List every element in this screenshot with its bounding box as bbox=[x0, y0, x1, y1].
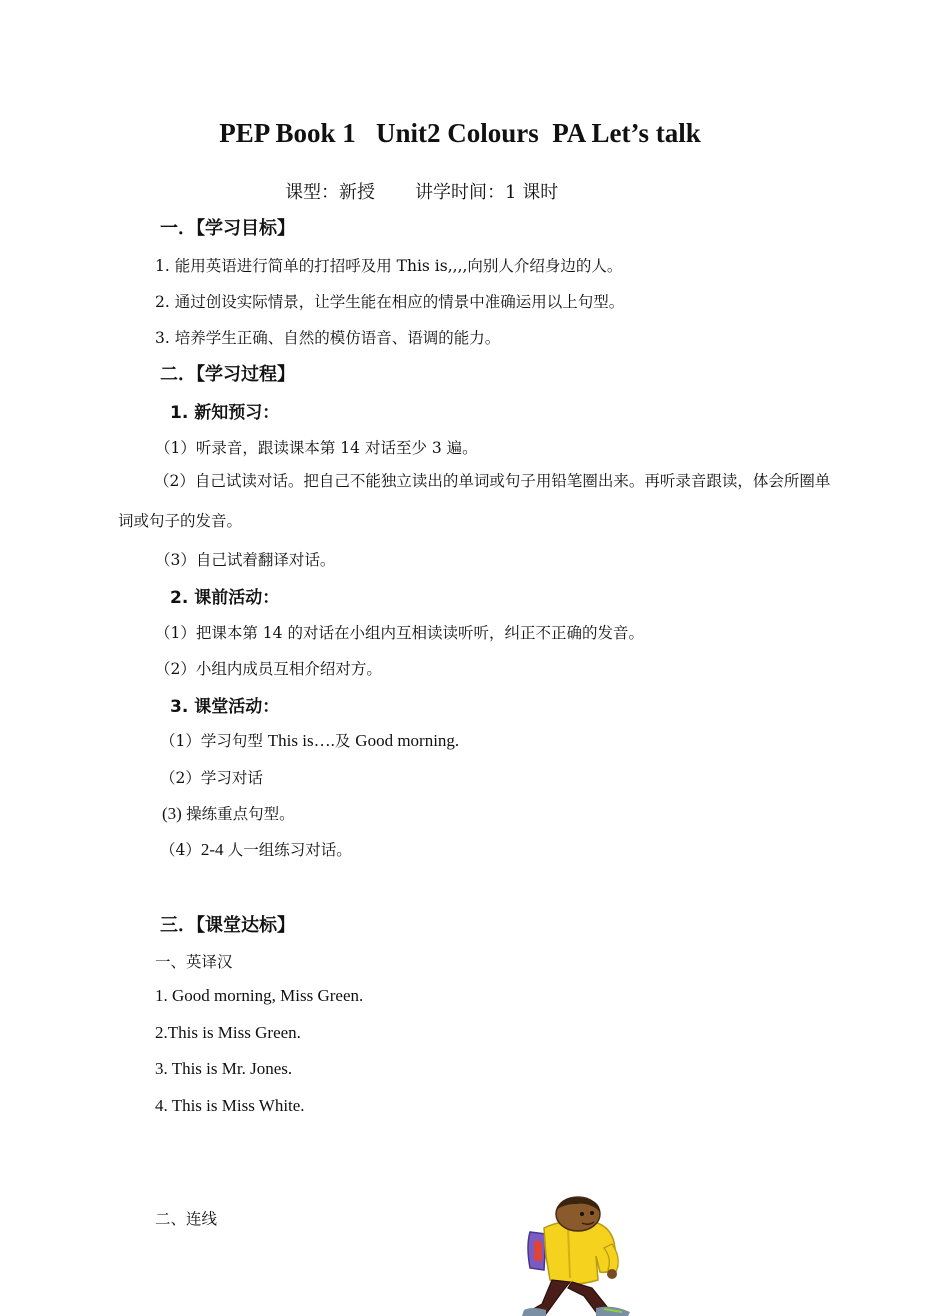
in-class-item-text: 操练重点句型。 bbox=[186, 805, 295, 823]
boy-illustration bbox=[512, 1196, 652, 1316]
section-heading-process: 二．【学习过程】 bbox=[160, 364, 295, 385]
section-heading-goals: 一．【学习目标】 bbox=[160, 218, 295, 239]
preview-item: （3）自己试着翻译对话。 bbox=[155, 551, 336, 569]
goal-item: 2. 通过创设实际情景，让学生能在相应的情景中准确运用以上句型。 bbox=[155, 293, 625, 311]
in-class-item-text: (3) bbox=[162, 804, 187, 823]
preview-item: （1）听录音，跟读课本第 14 对话至少 3 遍。 bbox=[155, 439, 478, 457]
goal-item: 3. 培养学生正确、自然的模仿语音、语调的能力。 bbox=[155, 329, 501, 347]
in-class-item-text: This is…. bbox=[267, 731, 335, 750]
section-heading-assessment: 三．【课堂达标】 bbox=[160, 915, 295, 936]
exercise-item: 4. This is Miss White. bbox=[155, 1096, 305, 1115]
pre-class-item: （2）小组内成员互相介绍对方。 bbox=[155, 660, 382, 678]
in-class-item-text: 人一组练习对话。 bbox=[227, 841, 352, 859]
in-class-item-text: 2-4 bbox=[200, 840, 228, 859]
in-class-item bbox=[160, 729, 459, 751]
subheading-in-class: 3. 课堂活动： bbox=[170, 697, 280, 717]
in-class-item: （2）学习对话 bbox=[160, 769, 263, 787]
in-class-item-text: （4） bbox=[160, 841, 201, 859]
in-class-item-text: （1）学习句型 bbox=[160, 732, 268, 750]
exercise-heading: 一、英译汉 bbox=[155, 953, 233, 971]
in-class-item bbox=[162, 802, 295, 824]
in-class-item-text: 及 bbox=[334, 732, 356, 750]
in-class-item bbox=[160, 838, 352, 860]
subheading-pre-class: 2. 课前活动： bbox=[170, 588, 280, 608]
lesson-info: 课型：新授 讲学时间：1 课时 bbox=[285, 182, 559, 203]
exercise-item: 2.This is Miss Green. bbox=[155, 1023, 301, 1042]
in-class-item-text: Good morning. bbox=[355, 731, 460, 750]
exercise-item: 3. This is Mr. Jones. bbox=[155, 1059, 293, 1078]
pre-class-item: （1）把课本第 14 的对话在小组内互相读读听听，纠正不正确的发音。 bbox=[155, 624, 644, 642]
subheading-preview: 1. 新知预习： bbox=[170, 403, 280, 423]
exercise-heading: 二、连线 bbox=[155, 1210, 218, 1228]
exercise-item: 1. Good morning, Miss Green. bbox=[155, 986, 364, 1005]
preview-item: （2）自己试读对话。把自己不能独立读出的单词或句子用铅笔圈出来。再听录音跟读，体会所圈单词或句子的发音。 bbox=[118, 472, 831, 530]
goal-item: 1. 能用英语进行简单的打招呼及用 This is,,,,向别人介绍身边的人。 bbox=[155, 257, 623, 275]
document-title: PEP Book 1 Unit2 Colours PA Let’s talk bbox=[219, 118, 701, 148]
